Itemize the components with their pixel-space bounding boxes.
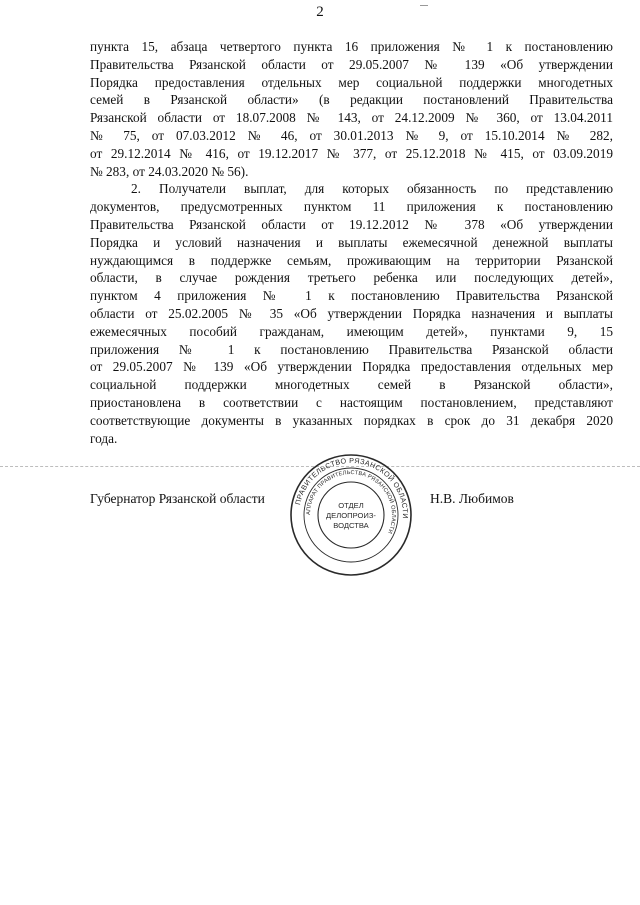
text-line: документов, предусмотренных пунктом 11 приложения к постановлению: [90, 199, 613, 215]
text-line: Рязанской области от 18.07.2008 № 143, от 24.12.2009 № 360, от 13.04.2011: [90, 110, 613, 126]
paragraph-1: [90, 38, 613, 180]
document-body: [90, 38, 613, 447]
text-line: области от 25.02.2005 № 35 «Об утверждении Порядка назначения и выплаты: [90, 305, 613, 321]
text-line: пунктом 4 приложения № 1 к постановлению Правительства Рязанской: [90, 288, 613, 304]
text-line: Порядка и условий назначения и выплаты ежемесячной денежной выплаты: [90, 234, 613, 250]
text-line: нуждающимся в поддержке семьям, проживающим на территории Рязанской: [90, 252, 613, 268]
text-line: приложения № 1 к постановлению Правительства Рязанской области: [90, 341, 613, 357]
text-line: пункта 15, абзаца четвертого пункта 16 приложения № 1 к постановлению: [90, 39, 613, 54]
seal-center-line-2: ДЕЛОПРОИЗ-: [326, 511, 376, 520]
seal-center-line-3: ВОДСТВА: [333, 521, 369, 530]
text-line: приостановлена в соответствии с настоящим постановлением, представляют: [90, 394, 613, 410]
official-seal: [288, 452, 414, 578]
text-line: семей в Рязанской области» (в редакции постановлений Правительства: [90, 92, 613, 108]
text-line: от 29.12.2014 № 416, от 19.12.2017 № 377, от 25.12.2018 № 415, от 03.09.2019: [90, 145, 613, 161]
text-line: Правительства Рязанской области от 29.05.2007 № 139 «Об утверждении: [90, 56, 613, 72]
text-line: соответствующие документы в указанных порядках в срок до 31 декабря 2020: [90, 412, 613, 428]
text-line: области, в случае рождения третьего ребенка или последующих детей»,: [90, 270, 613, 286]
text-line: социальной поддержки многодетных семей в Рязанской области»,: [90, 377, 613, 393]
page-number-rule: [420, 5, 428, 6]
text-line: Порядка предоставления отдельных мер социальной поддержки многодетных: [90, 74, 613, 90]
text-line: № 75, от 07.03.2012 № 46, от 30.01.2013 № 9, от 15.10.2014 № 282,: [90, 127, 613, 143]
seal-outer-text: ПРАВИТЕЛЬСТВО РЯЗАНСКОЙ ОБЛАСТИ: [293, 455, 411, 520]
page-number: 2: [316, 4, 324, 20]
seal-center-line-1: ОТДЕЛ: [338, 501, 364, 510]
signature-name: Н.В. Любимов: [430, 491, 514, 506]
text-line: Правительства Рязанской области от 19.12.2012 № 378 «Об утверждении: [90, 216, 613, 232]
text-line: ежемесячных пособий гражданам, имеющим детей», пунктами 9, 15: [90, 323, 613, 339]
text-line: № 283, от 24.03.2020 № 56).: [90, 163, 249, 179]
text-line: 2. Получатели выплат, для которых обязанность по представлению: [131, 181, 613, 197]
signature-title: Губернатор Рязанской области: [90, 491, 265, 506]
text-line: года.: [90, 430, 118, 446]
text-line: от 29.05.2007 № 139 «Об утверждении Порядка предоставления отдельных мер: [90, 359, 613, 375]
seal-middle-text: АППАРАТ ПРАВИТЕЛЬСТВА РЯЗАНСКОЙ ОБЛАСТИ: [305, 469, 397, 535]
paragraph-2: [90, 180, 613, 447]
